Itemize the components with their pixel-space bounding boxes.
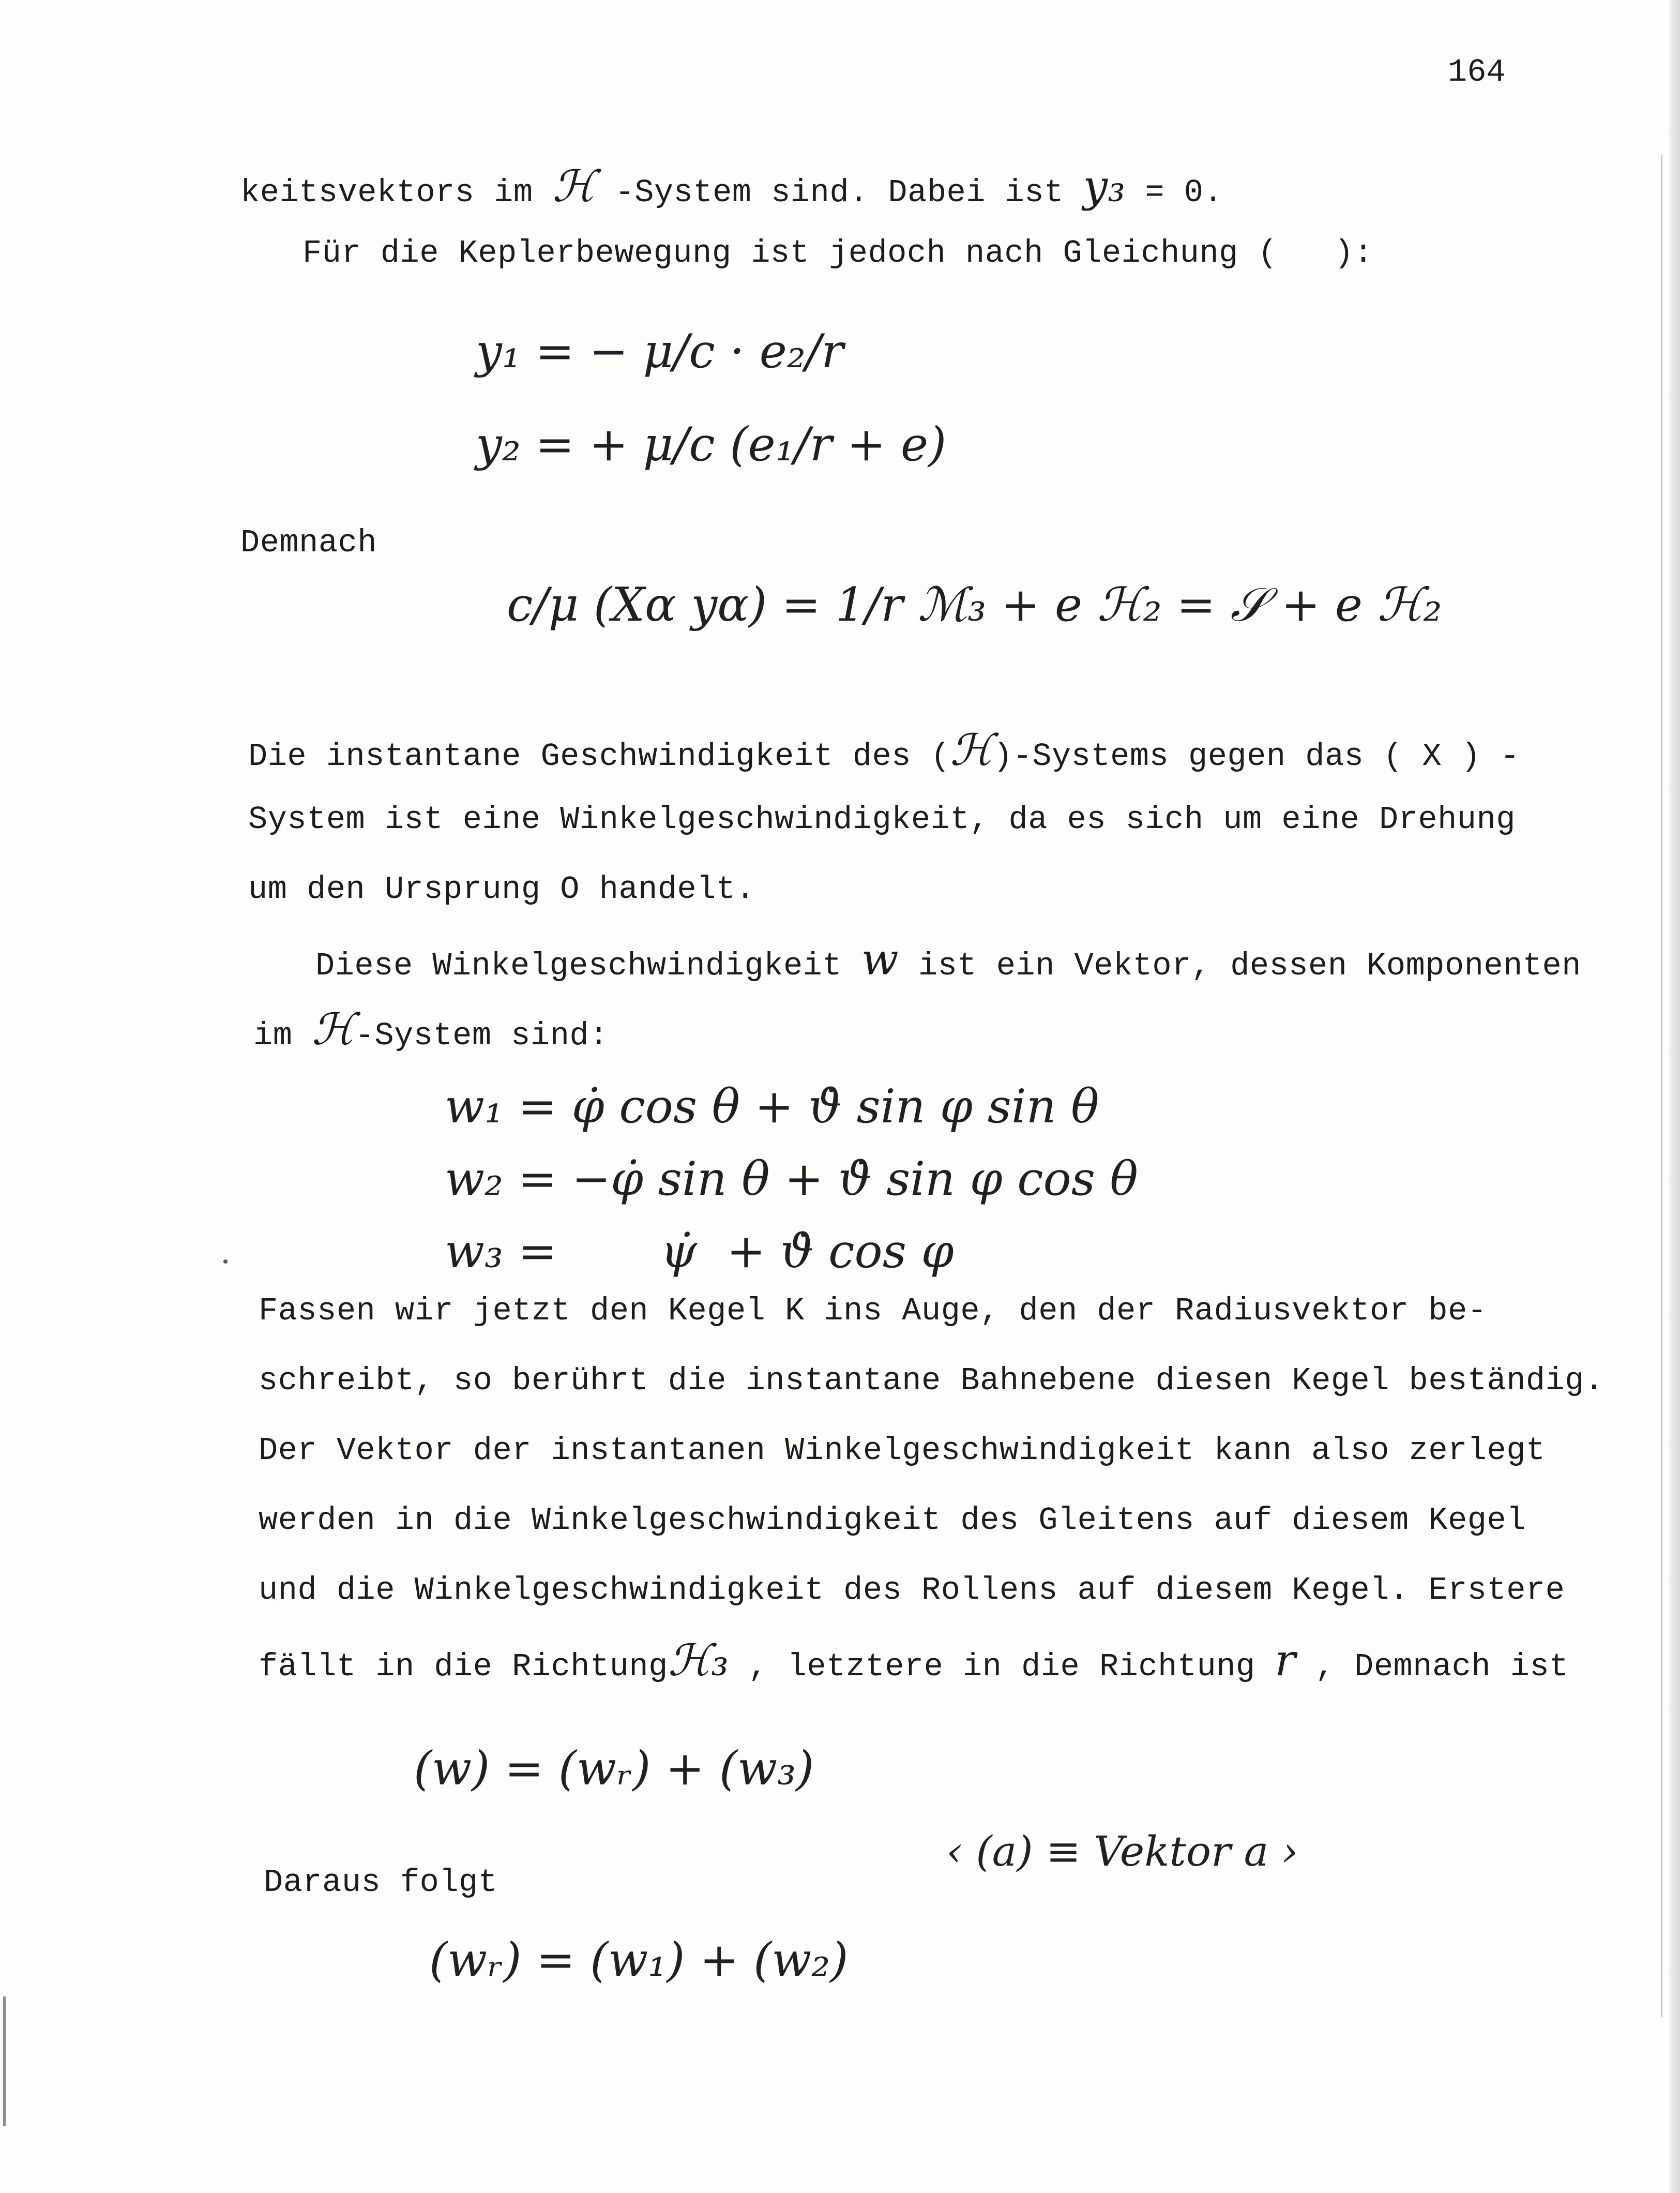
text: -System sind. Dabei ist [615, 174, 1064, 211]
paragraph-1-line-3: um den Ursprung O handelt. [248, 871, 755, 908]
text: -System sind: [355, 1017, 609, 1054]
text: Für die Keplerbewegung ist jedoch nach Gleichung ( [302, 235, 1278, 272]
paragraph-3-line-4: werden in die Winkelgeschwindigkeit des Gleitens auf diesem Kegel [259, 1502, 1526, 1539]
paragraph-3-line-1: Fassen wir jetzt den Kegel K ins Auge, den der Radiusvektor be- [259, 1293, 1487, 1329]
text: = 0. [1145, 174, 1223, 211]
paragraph-3-line-2: schreibt, so berührt die instantane Bahnebene diesen Kegel beständig. [259, 1362, 1604, 1399]
text: Die instantane Geschwindigkeit des ( [248, 738, 950, 775]
paragraph-1-line-1 [248, 725, 1520, 777]
equation-y2: y₂ = + μ/c (e₁/r + e) [476, 417, 947, 472]
text-line-2 [302, 233, 1373, 274]
w-symbol: w [861, 934, 899, 985]
stray-dot [223, 1259, 228, 1264]
h-symbol: ℋ [552, 161, 596, 212]
left-margin-mark [3, 1996, 6, 2126]
y3-symbol: y₃ [1083, 161, 1126, 212]
equation-y1: y₁ = − μ/c · e₂/r [476, 324, 844, 379]
paragraph-3-line-3: Der Vektor der instantanen Winkelgeschwindigkeit kann also zerlegt [259, 1432, 1546, 1469]
text: ist ein Vektor, dessen Komponenten [918, 948, 1581, 984]
page-number: 164 [1448, 54, 1506, 91]
paragraph-3-line-5: und die Winkelgeschwindigkeit des Rollens auf diesem Kegel. Erstere [259, 1572, 1565, 1609]
paragraph-2-line-2 [253, 1004, 609, 1057]
paragraph-3-line-6 [259, 1635, 1569, 1688]
paragraph-1-line-2: System ist eine Winkelgeschwindigkeit, da es sich um eine Drehung [248, 801, 1516, 838]
text: keitsvektors im [240, 174, 533, 211]
demnach-label: Demnach [240, 524, 377, 561]
text: , Demnach ist [1315, 1648, 1569, 1685]
paragraph-2-line-1 [315, 934, 1581, 987]
vector-notation-note: ‹ (a) ≡ Vektor a › [946, 1827, 1298, 1875]
page-edge-line [1661, 155, 1662, 2017]
equation-w2: w₂ = −φ̇ sin θ + ϑ̇ sin φ cos θ [445, 1152, 1138, 1206]
equation-w1: w₁ = φ̇ cos θ + ϑ̇ sin φ sin θ [445, 1079, 1099, 1134]
equation-w-sum: (w) = (wᵣ) + (w₃) [414, 1741, 814, 1796]
text: Diese Winkelgeschwindigkeit [315, 948, 842, 984]
h-symbol: ℋ [312, 1004, 355, 1055]
text-line-1 [240, 161, 1223, 214]
equation-demnach: c/μ (Xα yα) = 1/r ℳ₃ + e ℋ₂ = 𝒮 + e ℋ₂ [507, 578, 1442, 632]
h3-symbol: ℋ₃ [668, 1635, 729, 1686]
text: , letztere in die Richtung [748, 1648, 1255, 1685]
equation-wr-sum: (wᵣ) = (w₁) + (w₂) [429, 1933, 849, 1987]
text: im [253, 1017, 293, 1054]
text: fällt in die Richtung [259, 1648, 668, 1685]
text: )-Systems gegen das ( X ) - [993, 738, 1520, 775]
h-symbol: ℋ [950, 725, 993, 775]
daraus-label: Daraus folgt [264, 1864, 498, 1901]
text: ): [1334, 235, 1373, 272]
r-symbol: r [1275, 1635, 1296, 1686]
equation-w3: w₃ = ψ̇ + ϑ̇ cos φ [445, 1224, 954, 1279]
page-edge-shadow [1669, 0, 1680, 2193]
